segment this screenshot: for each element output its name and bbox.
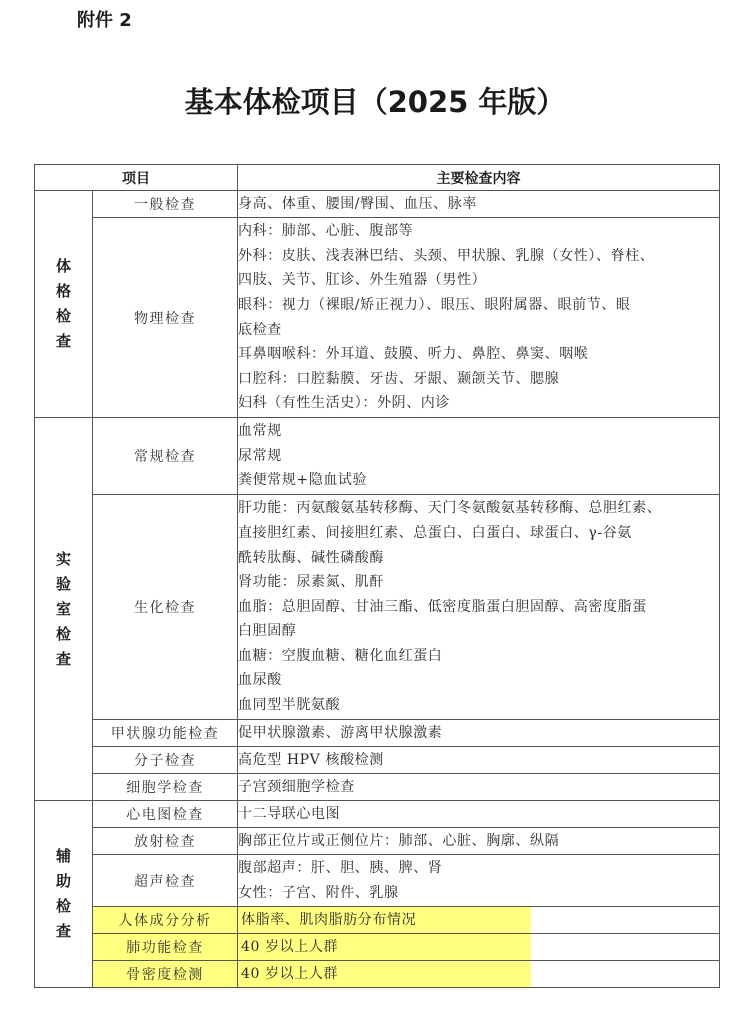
item-ecg-exam: 心电图检查 [93,801,238,828]
item-ultrasound-exam: 超声检查 [93,855,238,907]
table-row [35,418,720,495]
table-row-highlighted [35,907,720,934]
content-physical-exam: 内科：肺部、心脏、腹部等 外科：皮肤、浅表淋巴结、头颈、甲状腺、乳腺（女性）、脊柱、 四肢、关节、肛诊、外生殖器（男性） 眼科：视力（裸眼/矫正视力）、眼压、眼附属器、眼前节、眼 底检查 耳鼻咽喉科：外耳道、鼓膜、听力、鼻腔、鼻窦、咽喉 口腔科：口腔黏膜、牙齿、牙龈、颞颌关节、腮腺 妇科（有性生活史）：外阴、内诊 [238,218,720,418]
content-general-exam: 身高、体重、腰围/臀围、血压、脉率 [238,191,720,218]
item-molecular-exam: 分子检查 [93,747,238,774]
category-lab-exam: 实 验 室 检 查 [35,418,93,801]
category-auxiliary-exam: 辅 助 检 查 [35,801,93,988]
table-row [35,855,720,907]
header-item: 项目 [35,165,238,191]
content-radiology-exam: 胸部正位片或正侧位片：肺部、心脏、胸廓、纵隔 [238,828,720,855]
content-ecg-exam: 十二导联心电图 [238,801,720,828]
item-general-exam: 一般检查 [93,191,238,218]
content-body-composition: 体脂率、肌肉脂肪分布情况 [238,907,720,934]
item-thyroid-exam: 甲状腺功能检查 [93,720,238,747]
item-physical-exam: 物理检查 [93,218,238,418]
content-cytology-exam: 子宫颈细胞学检查 [238,774,720,801]
item-lung-function: 肺功能检查 [93,934,238,961]
item-biochem-exam: 生化检查 [93,495,238,720]
table-row [35,828,720,855]
item-cytology-exam: 细胞学检查 [93,774,238,801]
content-ultrasound-exam: 腹部超声：肝、胆、胰、脾、肾 女性：子宫、附件、乳腺 [238,855,720,907]
table-row-highlighted [35,934,720,961]
table-row [35,774,720,801]
page-title: 基本体检项目（2025 年版） [184,85,566,119]
table-header-row [35,165,720,191]
table-row [35,218,720,418]
content-biochem-exam: 肝功能：丙氨酸氨基转移酶、天门冬氨酸氨基转移酶、总胆红素、 直接胆红素、间接胆红素、总蛋白、白蛋白、球蛋白、γ-谷氨 酰转肽酶、碱性磷酸酶 肾功能：尿素氮、肌酐 血脂：总胆固醇、甘油三酯、低密度脂蛋白胆固醇、高密度脂蛋 白胆固醇 血糖：空腹血糖、糖化血红蛋白 血尿酸 血同型半胱氨酸 [238,495,720,720]
content-thyroid-exam: 促甲状腺激素、游离甲状腺激素 [238,720,720,747]
exam-items-table [34,164,720,988]
table-row [35,495,720,720]
table-row [35,801,720,828]
item-body-composition: 人体成分分析 [93,907,238,934]
category-physical-exam: 体 格 检 查 [35,191,93,418]
content-bone-density: 40 岁以上人群 [238,961,720,988]
content-lung-function: 40 岁以上人群 [238,934,720,961]
table-row-highlighted [35,961,720,988]
header-content: 主要检查内容 [238,165,720,191]
table-row [35,720,720,747]
content-routine-exam: 血常规 尿常规 粪便常规+隐血试验 [238,418,720,495]
attachment-label: 附件 2 [77,10,132,31]
item-radiology-exam: 放射检查 [93,828,238,855]
table-row [35,747,720,774]
item-routine-exam: 常规检查 [93,418,238,495]
item-bone-density: 骨密度检测 [93,961,238,988]
content-molecular-exam: 高危型 HPV 核酸检测 [238,747,720,774]
table-row [35,191,720,218]
